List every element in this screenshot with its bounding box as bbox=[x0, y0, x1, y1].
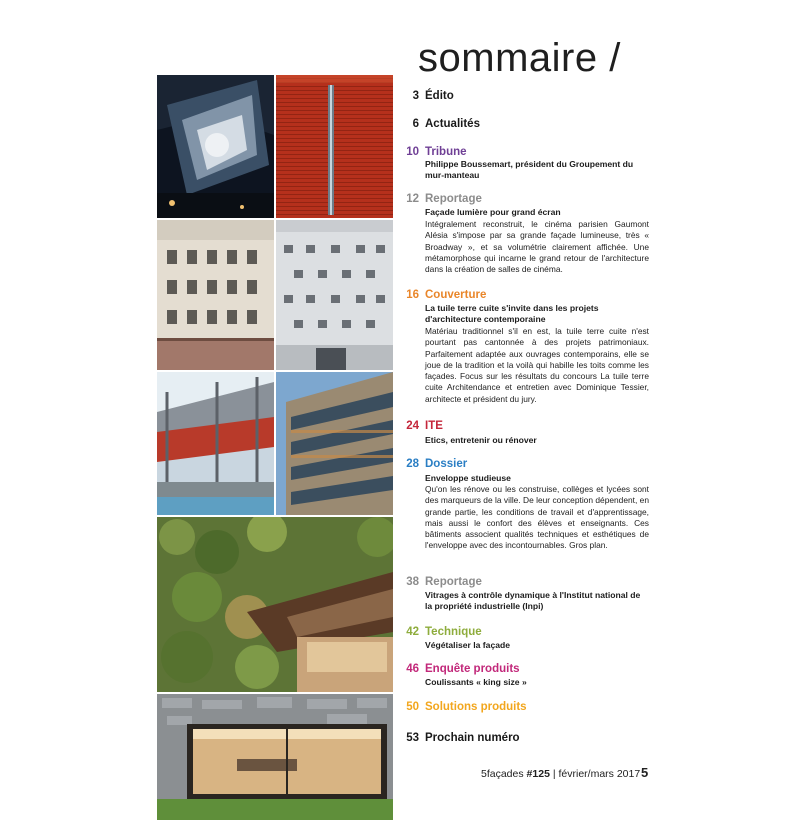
toc-subtitle: Philippe Boussemart, président du Groupement du mur-manteau bbox=[425, 159, 634, 181]
toc-section-title: Prochain numéro bbox=[425, 732, 520, 744]
toc-page-number: 38 bbox=[406, 576, 419, 588]
toc-page-number: 53 bbox=[406, 732, 419, 744]
toc-section-title: ITE bbox=[425, 420, 443, 432]
footer-date: février/mars 2017 bbox=[558, 768, 641, 780]
toc-page-number: 10 bbox=[406, 146, 419, 158]
toc-section-title: Reportage bbox=[425, 576, 482, 588]
toc-section-title: Technique bbox=[425, 626, 482, 638]
toc-section-title: Tribune bbox=[425, 146, 467, 158]
toc-page-number: 3 bbox=[412, 90, 419, 102]
red-tile-facade-photo bbox=[276, 75, 393, 218]
toc-page-number: 46 bbox=[406, 663, 419, 675]
toc-summary: Qu'on les rénove ou les construise, collèges et lycées sont des marqueurs de la ville. De leur conception dépendent, en grande partie, les conditions de travail et d'apprentissage, mais aussi le confort des élèves et enseignants. Ces bâtiments associent qualités techniques et esthétiques de l'enveloppe avec des incontournables. Gros plan. bbox=[425, 484, 649, 551]
toc-section-title: Édito bbox=[425, 90, 454, 102]
toc-section-title: Dossier bbox=[425, 458, 468, 470]
glass-office-building-photo bbox=[276, 372, 393, 515]
footer-magazine: 5façades bbox=[481, 768, 524, 780]
toc-subtitle: Végétaliser la façade bbox=[425, 640, 511, 650]
photo-column bbox=[157, 75, 393, 745]
white-building-photo bbox=[276, 220, 393, 370]
led-facade-night-photo bbox=[157, 75, 274, 218]
toc-subtitle: Etics, entretenir ou rénover bbox=[425, 435, 537, 445]
toc-section-title: Enquête produits bbox=[425, 663, 520, 675]
toc-page-number: 28 bbox=[406, 458, 419, 470]
stone-house-photo bbox=[157, 694, 393, 820]
toc-summary: Matériau traditionnel s'il en est, la tuile terre cuite n'est pourtant pas cantonnée à des projets patrimoniaux. Parfaitement adaptée aux ouvrages contemporains, elle se joue de la tradition et la voilà qui habille les toits comme les façades. Focus sur les résultats du concours La tuile terre cuite Architendance et entretien avec Dominique Tessier, architecte et président du jury. bbox=[425, 326, 649, 404]
toc-page-number: 50 bbox=[406, 701, 419, 713]
footer-separator: | bbox=[552, 768, 556, 780]
toc-subtitle: Enveloppe studieuse bbox=[425, 473, 511, 483]
toc-page-number: 6 bbox=[412, 118, 419, 130]
page-number: 5 bbox=[641, 765, 649, 780]
toc-page-number: 42 bbox=[406, 626, 419, 638]
toc-subtitle: Vitrages à contrôle dynamique à l'Institut national de la propriété industrielle (Inpi) bbox=[425, 590, 641, 612]
beige-building-photo bbox=[157, 220, 274, 370]
toc-subtitle: Façade lumière pour grand écran bbox=[425, 207, 561, 217]
toc-section-title: Solutions produits bbox=[425, 701, 527, 713]
green-wall-photo bbox=[157, 517, 393, 692]
toc-section-title: Reportage bbox=[425, 193, 482, 205]
toc-section-title: Couverture bbox=[425, 289, 487, 301]
toc-page-number: 24 bbox=[406, 420, 419, 432]
toc-page-number: 12 bbox=[406, 193, 419, 205]
footbridge-photo bbox=[157, 372, 274, 515]
toc-subtitle: La tuile terre cuite s'invite dans les projets d'architecture contemporaine bbox=[425, 303, 599, 325]
toc-section-title: Actualités bbox=[425, 118, 480, 130]
toc-page-number: 16 bbox=[406, 289, 419, 301]
toc-summary: Intégralement reconstruit, le cinéma parisien Gaumont Alésia s'impose par sa grande façade lumineuse, très « Broadway », et sa volumétrie clairement affichée. Une métamorphose qui incarne le grand retour de l'architecture dans la création de salles de cinéma. bbox=[425, 219, 649, 275]
footer-issue-info bbox=[481, 768, 640, 780]
page-title: sommaire / bbox=[418, 36, 621, 80]
footer-issue-number: #125 bbox=[526, 768, 550, 780]
toc-subtitle: Coulissants « king size » bbox=[425, 677, 527, 687]
